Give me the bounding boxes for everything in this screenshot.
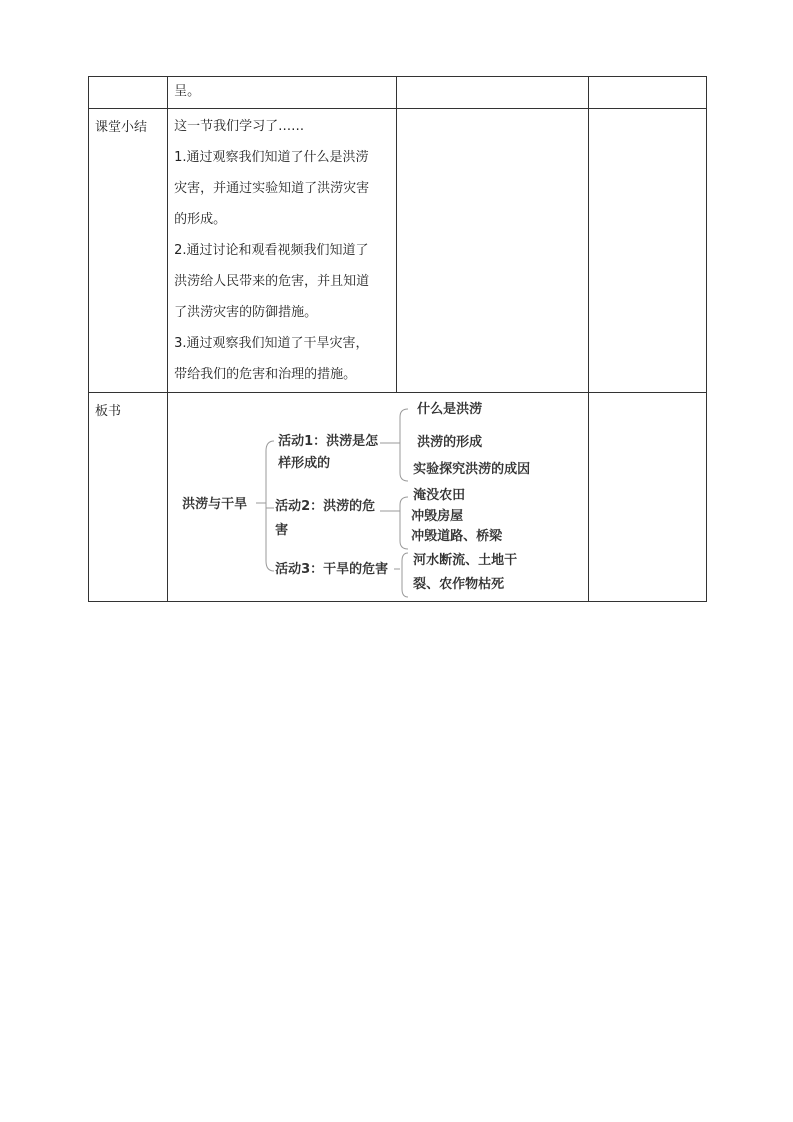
empty-cell — [588, 77, 706, 109]
activity1-line1: 活动1：洪涝是怎 — [278, 434, 379, 449]
summary-line: 1.通过观察我们知道了什么是洪涝 — [174, 150, 369, 165]
row-label-empty — [89, 77, 168, 109]
activity2-line1: 活动2：洪涝的危 — [275, 499, 376, 514]
summary-line: 带给我们的危害和治理的措施。 — [174, 367, 357, 382]
summary-content-cell — [168, 109, 397, 393]
summary-line: 2.通过讨论和观看视频我们知道了 — [174, 243, 369, 258]
summary-intro: 这一节我们学习了…… — [174, 119, 305, 134]
empty-cell — [397, 77, 588, 109]
lesson-plan-table — [88, 76, 707, 602]
activity1-line2: 样形成的 — [278, 456, 331, 471]
activity2-line2: 害 — [275, 523, 289, 538]
summary-line: 的形成。 — [174, 212, 227, 227]
summary-row — [89, 109, 707, 393]
empty-cell — [588, 109, 706, 393]
activity1-item: 洪涝的形成 — [417, 435, 483, 450]
activity3-item: 河水断流、土地干 — [413, 553, 518, 568]
empty-cell — [588, 393, 706, 602]
activity1-item: 实验探究洪涝的成因 — [413, 462, 531, 477]
board-diagram-cell — [168, 393, 589, 602]
summary-label: 课堂小结 — [95, 120, 148, 135]
board-label-cell — [89, 393, 168, 602]
summary-line: 3.通过观察我们知道了干旱灾害， — [174, 336, 369, 351]
activity3-item: 裂、农作物枯死 — [413, 577, 505, 592]
activity2-item: 淹没农田 — [413, 488, 466, 503]
activity2-item: 冲毁房屋 — [411, 509, 464, 524]
summary-line: 洪涝给人民带来的危害，并且知道 — [174, 274, 370, 289]
activity1-item: 什么是洪涝 — [417, 402, 483, 417]
continuation-text: 呈。 — [168, 77, 397, 109]
activity3-node: 活动3：干旱的危害 — [275, 562, 389, 577]
board-label: 板书 — [95, 404, 122, 419]
activity2-item: 冲毁道路、桥梁 — [411, 529, 503, 544]
summary-label-cell — [89, 109, 168, 393]
mind-map — [168, 393, 588, 600]
continuation-row — [89, 77, 707, 109]
root-node: 洪涝与干旱 — [182, 497, 248, 512]
board-row — [89, 393, 707, 602]
empty-cell — [397, 109, 588, 393]
summary-line: 了洪涝灾害的防御措施。 — [174, 305, 318, 320]
summary-line: 灾害，并通过实验知道了洪涝灾害 — [174, 181, 370, 196]
summary-content — [168, 109, 396, 392]
